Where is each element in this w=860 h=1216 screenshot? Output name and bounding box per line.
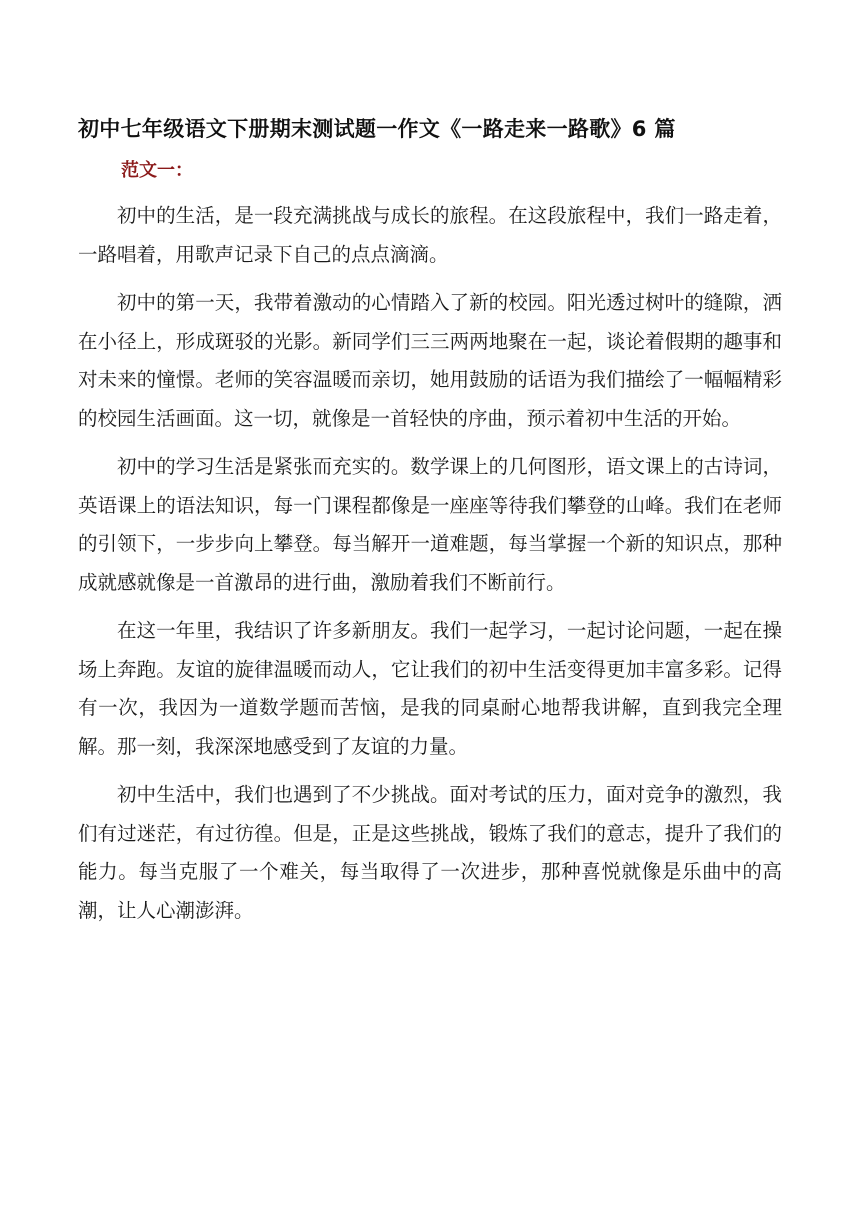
essay-paragraph-5: 初中生活中，我们也遇到了不少挑战。面对考试的压力，面对竞争的激烈，我们有过迷茫，有过彷徨。但是，正是这些挑战，锻炼了我们的意志，提升了我们的能力。每当克服了一个难关，每当取得了一次进步，那种喜悦就像是乐曲中的高潮，让人心潮澎湃。 — [78, 783, 782, 922]
essay-paragraph-3: 初中的学习生活是紧张而充实的。数学课上的几何图形，语文课上的古诗词，英语课上的语法知识，每一门课程都像是一座座等待我们攀登的山峰。我们在老师的引领下，一步步向上攀登。每当解开一道难题，每当掌握一个新的知识点，那种成就感就像是一首激昂的进行曲，激励着我们不断前行。 — [78, 455, 782, 594]
document-title: 初中七年级语文下册期末测试题一作文《一路走来一路歌》6 篇 — [78, 117, 676, 141]
section-heading: 范文一： — [121, 160, 193, 181]
essay-paragraph-1: 初中的生活，是一段充满挑战与成长的旅程。在这段旅程中，我们一路走着，一路唱着，用歌声记录下自己的点点滴滴。 — [78, 204, 782, 266]
essay-paragraph-2: 初中的第一天，我带着激动的心情踏入了新的校园。阳光透过树叶的缝隙，洒在小径上，形成斑驳的光影。新同学们三三两两地聚在一起，谈论着假期的趣事和对未来的憧憬。老师的笑容温暖而亲切，她用鼓励的话语为我们描绘了一幅幅精彩的校园生活画面。这一切，就像是一首轻快的序曲，预示着初中生活的开始。 — [78, 291, 782, 430]
essay-paragraph-4: 在这一年里，我结识了许多新朋友。我们一起学习，一起讨论问题，一起在操场上奔跑。友谊的旋律温暖而动人，它让我们的初中生活变得更加丰富多彩。记得有一次，我因为一道数学题而苦恼，是我的同桌耐心地帮我讲解，直到我完全理解。那一刻，我深深地感受到了友谊的力量。 — [78, 619, 782, 758]
essay-body — [78, 197, 782, 940]
